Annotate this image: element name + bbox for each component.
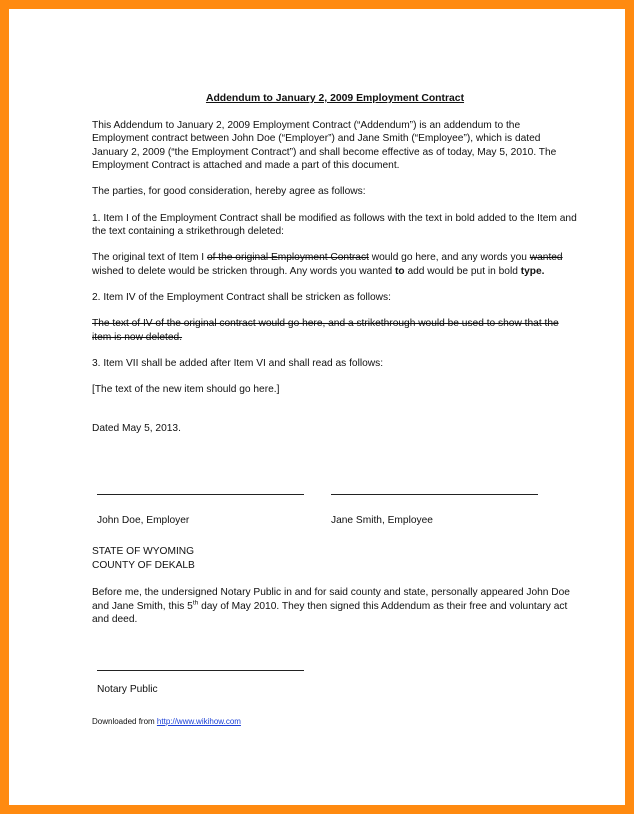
employer-signature-label: John Doe, Employer — [97, 515, 190, 526]
item1-text-part2: would go here, and any words you — [368, 252, 530, 264]
downloaded-prefix: Downloaded from — [92, 717, 157, 726]
document-title: Addendum to January 2, 2009 Employment Contract — [205, 93, 465, 104]
item1-text-part3: wished to delete would be stricken through. Any words you wanted — [92, 265, 395, 277]
item1-text-part4: add would be put in bold — [404, 265, 521, 277]
notary-paragraph — [92, 586, 578, 627]
employee-signature-label: Jane Smith, Employee — [331, 515, 433, 526]
downloaded-from-note — [92, 715, 241, 729]
item2-paragraph: 2. Item IV of the Employment Contract shall be stricken as follows: — [92, 291, 391, 303]
day-ordinal-suffix: th — [192, 599, 199, 607]
notary-signature-line — [97, 670, 304, 671]
document-page — [92, 92, 578, 726]
intro-paragraph: This Addendum to January 2, 2009 Employment Contract (“Addendum”) is an addendum to the Employment contract between John Doe (“Employer”) and Jane Smith (“Employee”), which is dated January 2, 2009 (“the Employment Contract”) and shall become effective as of today, May 5, 2010. The Employment Contract is attached and made a part of this document. — [92, 119, 557, 172]
item1-bold-text-2: type. — [520, 265, 545, 277]
item2-struck-paragraph: The text of IV of the original contract would go here, and a strikethrough would be used to show that the item is now deleted. — [92, 318, 559, 343]
notary-jurisdiction — [92, 545, 195, 572]
item1-paragraph: 1. Item I of the Employment Contract shall be modified as follows with the text in bold added to the Item and the text containing a strikethrough deleted: — [92, 212, 577, 238]
notary-signature-label: Notary Public — [97, 684, 158, 695]
employee-signature-line — [331, 494, 538, 495]
parties-paragraph: The parties, for good consideration, hereby agree as follows: — [92, 186, 366, 198]
wikihow-link[interactable]: http://www.wikihow.com — [156, 717, 241, 726]
county-line: COUNTY OF DEKALB — [92, 559, 195, 571]
state-line: STATE OF WYOMING — [92, 546, 195, 557]
notary-text-start: Before me, the undersigned Notary Public in and for said county and state, personally appeared John Doe and Jane Smith, this 5 — [92, 587, 570, 612]
item1-struck-text-2: wanted — [529, 252, 563, 264]
dated-line: Dated May 5, 2013. — [92, 423, 181, 435]
employer-signature-line — [97, 494, 304, 495]
item1-text-part1: The original text of Item I — [92, 252, 207, 264]
notary-text-end: day of May 2010. They then signed this Addendum as their free and voluntary act and deed. — [92, 600, 568, 626]
item1-text-paragraph — [92, 251, 578, 278]
item3-text-paragraph: [The text of the new item should go here.] — [92, 383, 280, 395]
item1-struck-text-1: of the original Employment Contract — [206, 252, 369, 264]
item3-paragraph: 3. Item VII shall be added after Item VI and shall read as follows: — [92, 357, 384, 369]
item1-bold-text-1: to — [394, 265, 405, 277]
